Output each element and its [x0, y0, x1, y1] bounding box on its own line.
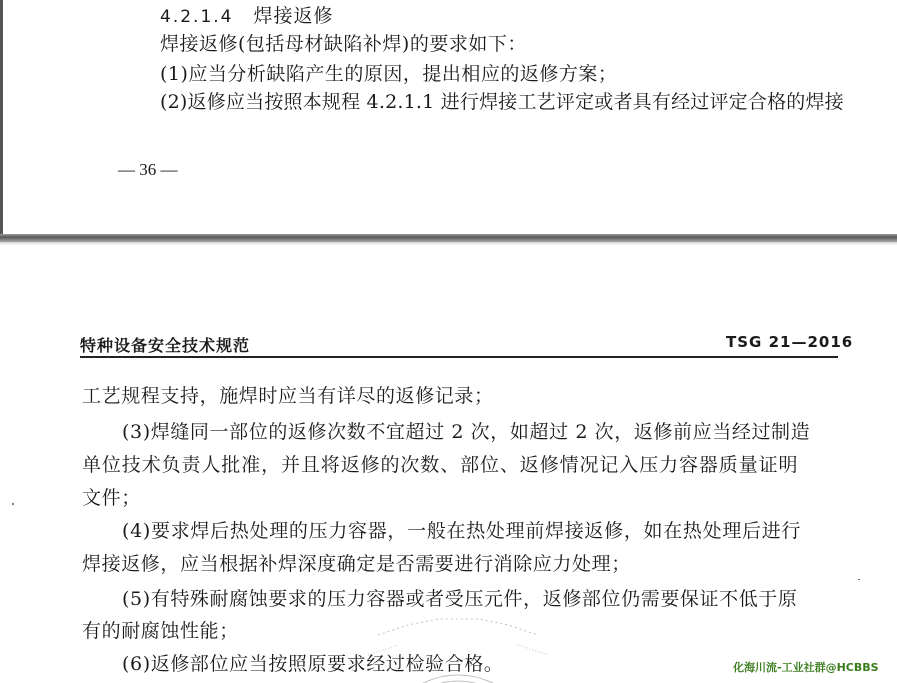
list-item-6: (6)返修部位应当按照原要求经过检验合格。: [122, 653, 504, 675]
section-title: 焊接返修: [253, 5, 334, 27]
page-number: — 36 —: [118, 160, 178, 179]
paragraph-line: 有的耐腐蚀性能；: [82, 620, 239, 642]
paragraph-line: 焊接返修(包括母材缺陷补焊)的要求如下：: [160, 33, 527, 55]
page-divider-shadow: [0, 242, 897, 245]
list-item-5: (5)有特殊耐腐蚀要求的压力容器或者受压元件，返修部位仍需要保证不低于原: [122, 588, 798, 610]
paragraph-line: (1)应当分析缺陷产生的原因，提出相应的返修方案；: [160, 63, 618, 85]
page-edge: [0, 0, 3, 238]
paragraph-line: (2)返修应当按照本规程 4.2.1.1 进行焊接工艺评定或者具有经过评定合格的焊接: [160, 91, 844, 113]
scan-speck: [858, 579, 860, 580]
page-divider: [0, 234, 897, 242]
scan-speck: [12, 503, 14, 505]
running-header-title: 特种设备安全技术规范: [80, 336, 251, 355]
section-heading: [160, 4, 334, 29]
paragraph-line: 单位技术负责人批准，并且将返修的次数、部位、返修情况记入压力容器质量证明: [82, 454, 799, 476]
paragraph-line: 焊接返修，应当根据补焊深度确定是否需要进行消除应力处理；: [82, 553, 631, 575]
paragraph-line: 文件；: [82, 487, 141, 509]
list-item-4: (4)要求焊后热处理的压力容器，一般在热处理前焊接返修，如在热处理后进行: [122, 520, 802, 542]
header-rule: [80, 356, 838, 358]
section-number: 4.2.1.4: [160, 7, 234, 27]
watermark-text: 化海川流-工业社群@HCBBS: [733, 661, 879, 674]
list-item-3: (3)焊缝同一部位的返修次数不宜超过 2 次，如超过 2 次，返修前应当经过制造: [122, 421, 811, 443]
running-header-code: TSG 21—2016: [726, 333, 854, 351]
paragraph-line: 工艺规程支持，施焊时应当有详尽的返修记录；: [82, 385, 494, 407]
previous-page-fragment: [0, 0, 897, 238]
